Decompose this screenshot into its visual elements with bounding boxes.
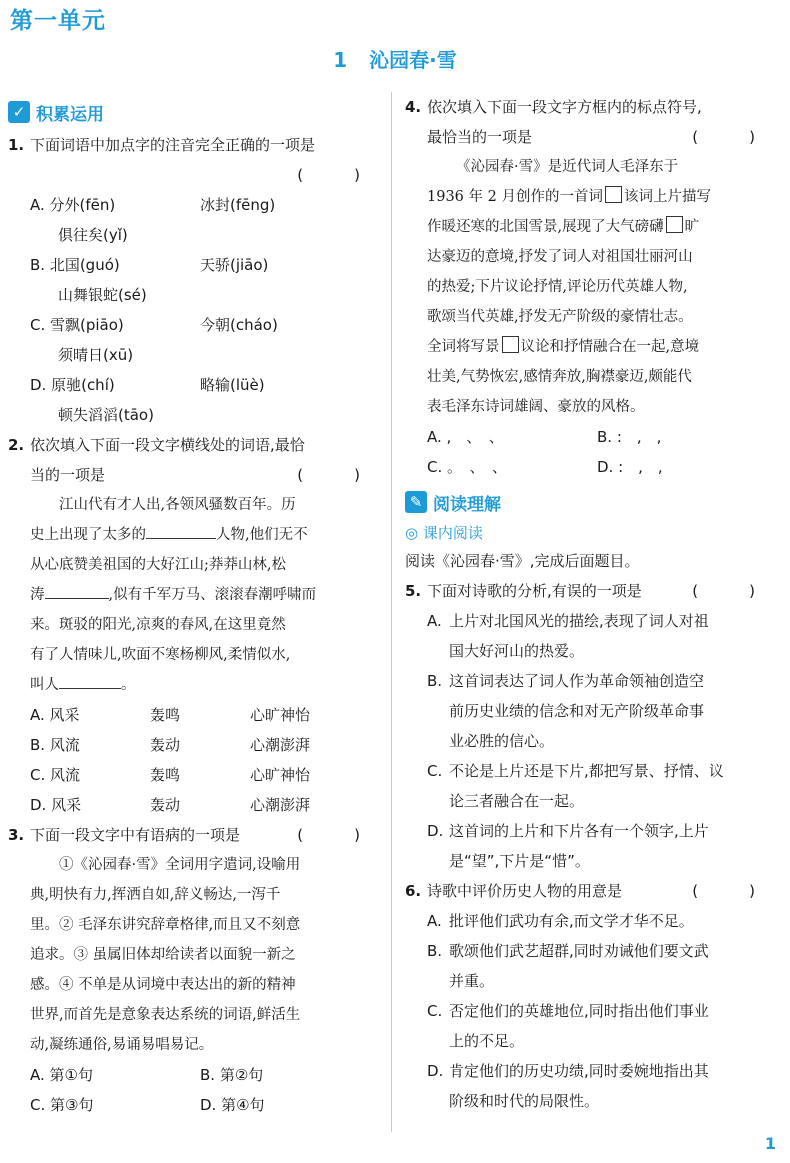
punctuation-box-2[interactable] <box>666 216 683 233</box>
section-label: 积累运用 <box>36 104 104 125</box>
question-stem: 下面词语中加点字的注音完全正确的一项是 <box>30 136 316 154</box>
question-number: 2. <box>8 436 25 454</box>
option-c[interactable]: C. 风流 轰鸣 心旷神怡 <box>30 766 311 784</box>
question-stem: 下面对诗歌的分析,有误的一项是 <box>427 582 642 600</box>
option-a[interactable]: A. 风采 轰鸣 心旷神怡 <box>30 706 311 724</box>
subsection-title: ◎ 课内阅读 <box>405 524 483 542</box>
answer-bracket[interactable]: ( ) <box>297 826 378 844</box>
option-d[interactable]: D. 风采 轰动 心潮澎湃 <box>30 796 311 814</box>
options-row-2 <box>8 1090 382 1120</box>
option-d[interactable]: D. 肯定他们的历史功绩,同时委婉地指出其 阶级和时代的局限性。 <box>427 1062 709 1110</box>
lesson-number: 1 <box>333 48 348 72</box>
question-stem-2: 最恰当的一项是 <box>427 128 533 146</box>
question-2 <box>8 430 382 820</box>
question-number: 4. <box>405 98 422 116</box>
options-row-1 <box>8 1060 382 1090</box>
section-header-reading <box>405 488 777 516</box>
options-row-1 <box>405 422 777 452</box>
option-a[interactable]: A. 批评他们武功有余,而文学才华不足。 <box>427 912 694 930</box>
fill-blank-2[interactable] <box>45 580 109 599</box>
answer-bracket[interactable]: ( ) <box>297 466 378 484</box>
option-c[interactable]: C. 雪飘(piāo) 今朝(cháo) <box>30 316 278 334</box>
punctuation-box-3[interactable] <box>502 336 519 353</box>
fill-blank-3[interactable] <box>59 670 121 689</box>
question-number: 3. <box>8 826 25 844</box>
question-1 <box>8 130 382 430</box>
passage: 《沁园春·雪》是近代词人毛泽东于 1936 年 2 月创作的一首词 该词上片描写 作暖还寒的北国雪景,展现了大气磅礴 旷 达豪迈的意境,抒发了词人对祖国壮丽河山 的热爱;下片议论抒情,评论历代英雄人物, 歌颂当代英雄,抒发无产阶级的豪情壮志。 全词将写景 议论和抒情融合在一起,意境 壮美,气势恢宏,感情奔放,胸襟豪迈,颇能代 表毛泽东诗词雄阔、豪放的风格。 <box>427 159 711 415</box>
question-4 <box>405 92 777 482</box>
column-divider <box>391 92 392 1132</box>
question-5 <box>405 576 777 876</box>
option-a-sub: 俱往矣(yǐ) <box>58 226 128 244</box>
option-a[interactable]: A. 上片对北国风光的描绘,表现了词人对祖 国大好河山的热爱。 <box>427 612 709 660</box>
option-c-sub: 须晴日(xū) <box>58 346 134 364</box>
page-number: 1 <box>764 1134 776 1153</box>
question-stem: 依次填入下面一段文字方框内的标点符号, <box>427 98 702 116</box>
option-d[interactable]: D. : , , <box>597 458 663 476</box>
lesson-title <box>0 44 790 73</box>
option-a[interactable]: A. 分外(fēn) 冰封(fēng) <box>30 196 276 214</box>
option-c[interactable]: C. 第③句 <box>30 1096 94 1114</box>
passage: ①《沁园春·雪》全词用字遣词,设喻用 典,明快有力,挥洒自如,辞义畅达,一泻千 里。② 毛泽东讲究辞章格律,而且又不刻意 追求。③ 虽属旧体却给读者以面貌一新之 感。④ 不单是从词境中表达出的新的精神 世界,而首先是意象表达系统的词语,鲜活生 动,凝练通俗,易诵易唱易记。 <box>30 857 301 1053</box>
right-column <box>405 92 777 1116</box>
question-6 <box>405 876 777 1116</box>
question-stem: 下面一段文字中有语病的一项是 <box>30 826 241 844</box>
answer-bracket[interactable]: ( ) <box>692 582 773 600</box>
reading-intro: 阅读《沁园春·雪》,完成后面题目。 <box>405 552 640 570</box>
fill-blank-1[interactable] <box>146 520 216 539</box>
checkbox-icon: ✓ <box>8 101 30 123</box>
answer-bracket[interactable]: ( ) <box>692 128 773 146</box>
option-b[interactable]: B. 第②句 <box>200 1066 264 1084</box>
option-b-sub: 山舞银蛇(sé) <box>58 286 147 304</box>
answer-bracket[interactable]: ( ) <box>692 882 773 900</box>
option-d[interactable]: D. 这首词的上片和下片各有一个领字,上片 是“望”,下片是“惜”。 <box>427 822 709 870</box>
option-b[interactable]: B. 风流 轰动 心潮澎湃 <box>30 736 311 754</box>
option-b[interactable]: B. 这首词表达了词人作为革命领袖创造空 前历史业绩的信念和对无产阶级革命事 业必胜的信心。 <box>427 672 705 750</box>
option-c[interactable]: C. 不论是上片还是下片,都把写景、抒情、议 论三者融合在一起。 <box>427 762 724 810</box>
section-header-accumulation <box>8 98 382 126</box>
option-c[interactable]: C. 否定他们的英雄地位,同时指出他们事业 上的不足。 <box>427 1002 709 1050</box>
question-stem-2: 当的一项是 <box>30 466 106 484</box>
question-number: 1. <box>8 136 25 154</box>
pencil-icon: ✎ <box>405 491 427 513</box>
option-b[interactable]: B. 北国(guó) 天骄(jiāo) <box>30 256 269 274</box>
punctuation-box-1[interactable] <box>605 186 622 203</box>
left-column <box>8 92 382 1120</box>
lesson-name: 沁园春·雪 <box>369 48 457 72</box>
section-label: 阅读理解 <box>433 494 501 515</box>
option-d[interactable]: D. 原驰(chí) 略输(lüè) <box>30 376 265 394</box>
option-d[interactable]: D. 第④句 <box>200 1096 265 1114</box>
options-row-2 <box>405 452 777 482</box>
unit-title: 第一单元 <box>10 8 106 34</box>
option-b[interactable]: B. 歌颂他们武艺超群,同时劝诫他们要文武 并重。 <box>427 942 709 990</box>
question-3 <box>8 820 382 1120</box>
option-d-sub: 顿失滔滔(tāo) <box>58 406 154 424</box>
passage: 江山代有才人出,各领风骚数百年。历 史上出现了太多的 人物,他们无不 从心底赞美祖国的大好江山;莽莽山林,松 涛 ,似有千军万马、滚滚春潮呼啸而 来。斑驳的阳光,凉爽的春风,在这里竟然 有了人情味儿,吹面不寒杨柳风,柔情似水, 叫人 。 <box>30 497 317 693</box>
answer-bracket[interactable]: ( ) <box>297 166 378 184</box>
option-a[interactable]: A. 第①句 <box>30 1066 93 1084</box>
option-c[interactable]: C. 。 、 、 <box>427 458 508 476</box>
question-number: 5. <box>405 582 422 600</box>
question-number: 6. <box>405 882 422 900</box>
option-a[interactable]: A. , 、 、 <box>427 428 504 446</box>
question-stem: 依次填入下面一段文字横线处的词语,最恰 <box>30 436 305 454</box>
question-stem: 诗歌中评价历史人物的用意是 <box>427 882 623 900</box>
option-b[interactable]: B. : , , <box>597 428 662 446</box>
